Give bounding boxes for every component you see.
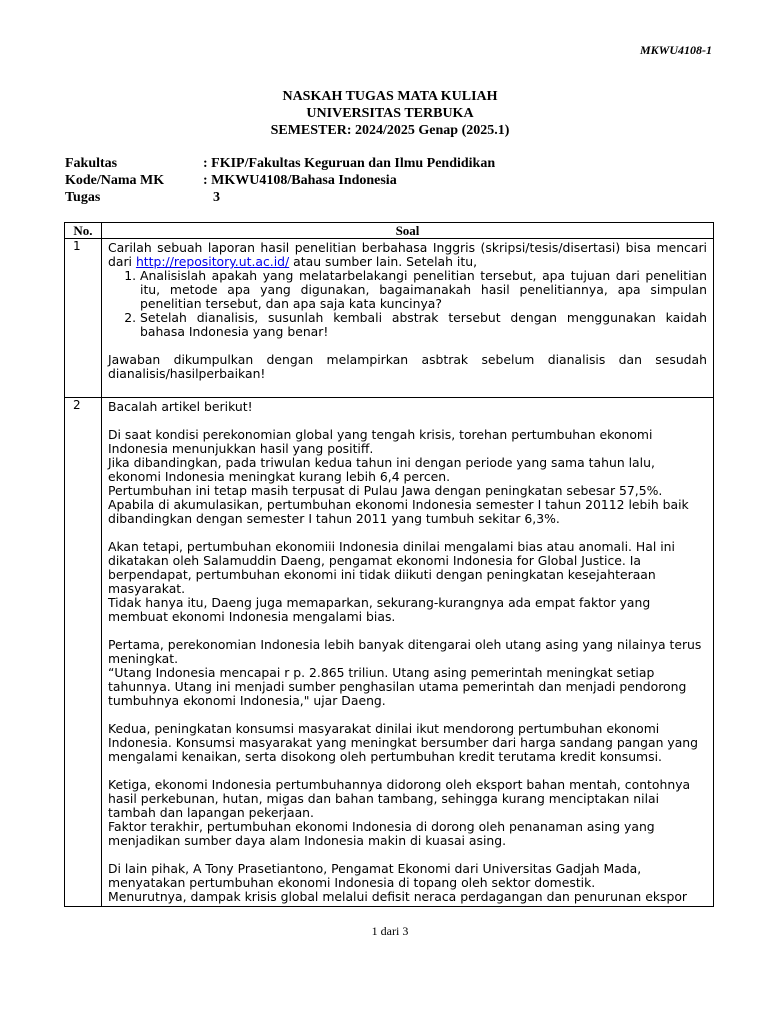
table-row — [65, 239, 714, 398]
info-row-mk — [65, 172, 495, 189]
q1-intro-text-2: atau sumber lain. Setelah itu, — [293, 254, 478, 269]
info-row-tugas — [65, 189, 495, 206]
question-1 — [102, 239, 714, 398]
q1-closing: Jawaban dikumpulkan dengan melampirkan asbtrak sebelum dianalisis dan sesudah dianalisis/hasilperbaikan! — [108, 352, 707, 381]
article-paragraph: Jika dibandingkan, pada triwulan kedua tahun ini dengan periode yang sama tahun lalu, ekonomi Indonesia meningkat kurang lebih 6,4 percen. — [108, 455, 655, 484]
article-paragraph: Pertama, perekonomian Indonesia lebih banyak ditengarai oleh utang asing yang nilainya terus meningkat. — [108, 637, 702, 666]
mk-value: : MKWU4108/Bahasa Indonesia — [203, 173, 397, 188]
q1-intro — [108, 241, 707, 269]
mk-label: Kode/Nama MK — [65, 173, 165, 188]
title-line-1: NASKAH TUGAS MATA KULIAH — [282, 89, 498, 104]
q1-task-1: 1. Analisislah apakah yang melatarbelakangi penelitian tersebut, apa tujuan dari penelitian itu, metode apa yang digunakan, bagaimanakah hasil penelitiannya, apa simpulan penelitian tersebut, dan apa saja kata kuncinya? — [140, 269, 707, 311]
question-2 — [102, 398, 714, 907]
q1-task-2: 2. Setelah dianalisis, susunlah kembali abstrak tersebut dengan menggunakan kaidah bahasa Indonesia yang benar! — [140, 311, 707, 339]
fakultas-value: : FKIP/Fakultas Keguruan dan Ilmu Pendidikan — [203, 156, 496, 171]
q1-task-list — [108, 269, 707, 339]
table-header-row — [65, 223, 714, 239]
article-paragraph: Menurutnya, dampak krisis global melalui defisit neraca perdagangan dan penurunan ekspor — [108, 890, 688, 904]
tugas-value: 3 — [213, 190, 220, 205]
question-table — [64, 222, 714, 907]
course-info — [65, 155, 495, 206]
document-code: MKWU4108-1 — [639, 43, 712, 57]
table-row — [65, 398, 714, 907]
article-paragraph: Kedua, peningkatan konsumsi masyarakat dinilai ikut mendorong pertumbuhan ekonomi Indonesia. Konsumsi masyarakat yang meningkat bersumber dari harga sandang pangan yang mengalami kenaikan, serta disokong oleh pertumbuhan kredit terutama kredit konsumsi. — [108, 721, 699, 764]
article-paragraph: Di saat kondisi perekonomian global yang tengah krisis, torehan pertumbuhan ekonomi Indonesia menunjukkan hasil yang positiff. — [108, 427, 653, 456]
article-paragraph: Akan tetapi, pertumbuhan ekonomiii Indonesia dinilai mengalami bias atau anomali. Hal ini dikatakan oleh Salamuddin Daeng, pengamat ekonomi Indonesia for Global Justice. Ia berpendapat, pertumbuhan ekonomi ini tidak diikuti dengan peningkatan kesejahteraan masyarakat. — [108, 539, 675, 596]
article-paragraph: Di lain pihak, A Tony Prasetiantono, Pengamat Ekonomi dari Universitas Gadjah Mada, menyatakan pertumbuhan ekonomi Indonesia di topang oleh sektor domestik. — [108, 861, 642, 890]
q1-intro-text: Carilah sebuah laporan hasil penelitian berbahasa Inggris (skripsi/tesis/disertasi) bisa mencari dari — [108, 240, 707, 269]
question-number: 2 — [65, 398, 102, 907]
title-line-3: SEMESTER: 2024/2025 Genap (2025.1) — [270, 123, 510, 138]
document-title — [0, 88, 768, 139]
question-number: 1 — [65, 239, 102, 398]
page-number: 1 dari 3 — [371, 924, 409, 938]
article-paragraph: Pertumbuhan ini tetap masih terpusat di Pulau Jawa dengan peningkatan sebesar 57,5%. — [108, 483, 663, 498]
article-paragraph: Apabila di akumulasikan, pertumbuhan ekonomi Indonesia semester I tahun 20112 lebih baik dibandingkan dengan semester I tahun 2011 yang tumbuh sekitar 6,3%. — [108, 497, 689, 526]
header-no: No. — [65, 223, 102, 239]
title-line-2: UNIVERSITAS TERBUKA — [306, 106, 474, 121]
article-paragraph: Tidak hanya itu, Daeng juga memaparkan, sekurang-kurangnya ada empat faktor yang membuat ekonomi Indonesia mengalami bias. — [108, 595, 651, 624]
repository-link[interactable]: http://repository.ut.ac.id/ — [135, 254, 290, 269]
tugas-label: Tugas — [65, 190, 101, 205]
article-paragraph: Faktor terakhir, pertumbuhan ekonomi Indonesia di dorong oleh penanaman asing yang menjadikan sumber daya alam Indonesia makin di kuasai asing. — [108, 819, 655, 848]
article-instruction: Bacalah artikel berikut! — [108, 399, 253, 414]
article-paragraph: “Utang Indonesia mencapai r p. 2.865 triliun. Utang asing pemerintah meningkat setiap tahunnya. Utang ini menjadi sumber penghasilan utama pemerintah dan menjadi pendorong tumbuhnya ekonomi Indonesia," ujar Daeng. — [108, 665, 687, 708]
fakultas-label: Fakultas — [65, 156, 118, 171]
header-soal: Soal — [102, 223, 714, 239]
article-paragraph: Ketiga, ekonomi Indonesia pertumbuhannya didorong oleh eksport bahan mentah, contohnya hasil perkebunan, hutan, migas dan bahan tambang, sehingga kurang menciptakan nilai tambah dan lapangan pekerjaan. — [108, 777, 691, 820]
info-row-fakultas — [65, 155, 495, 172]
